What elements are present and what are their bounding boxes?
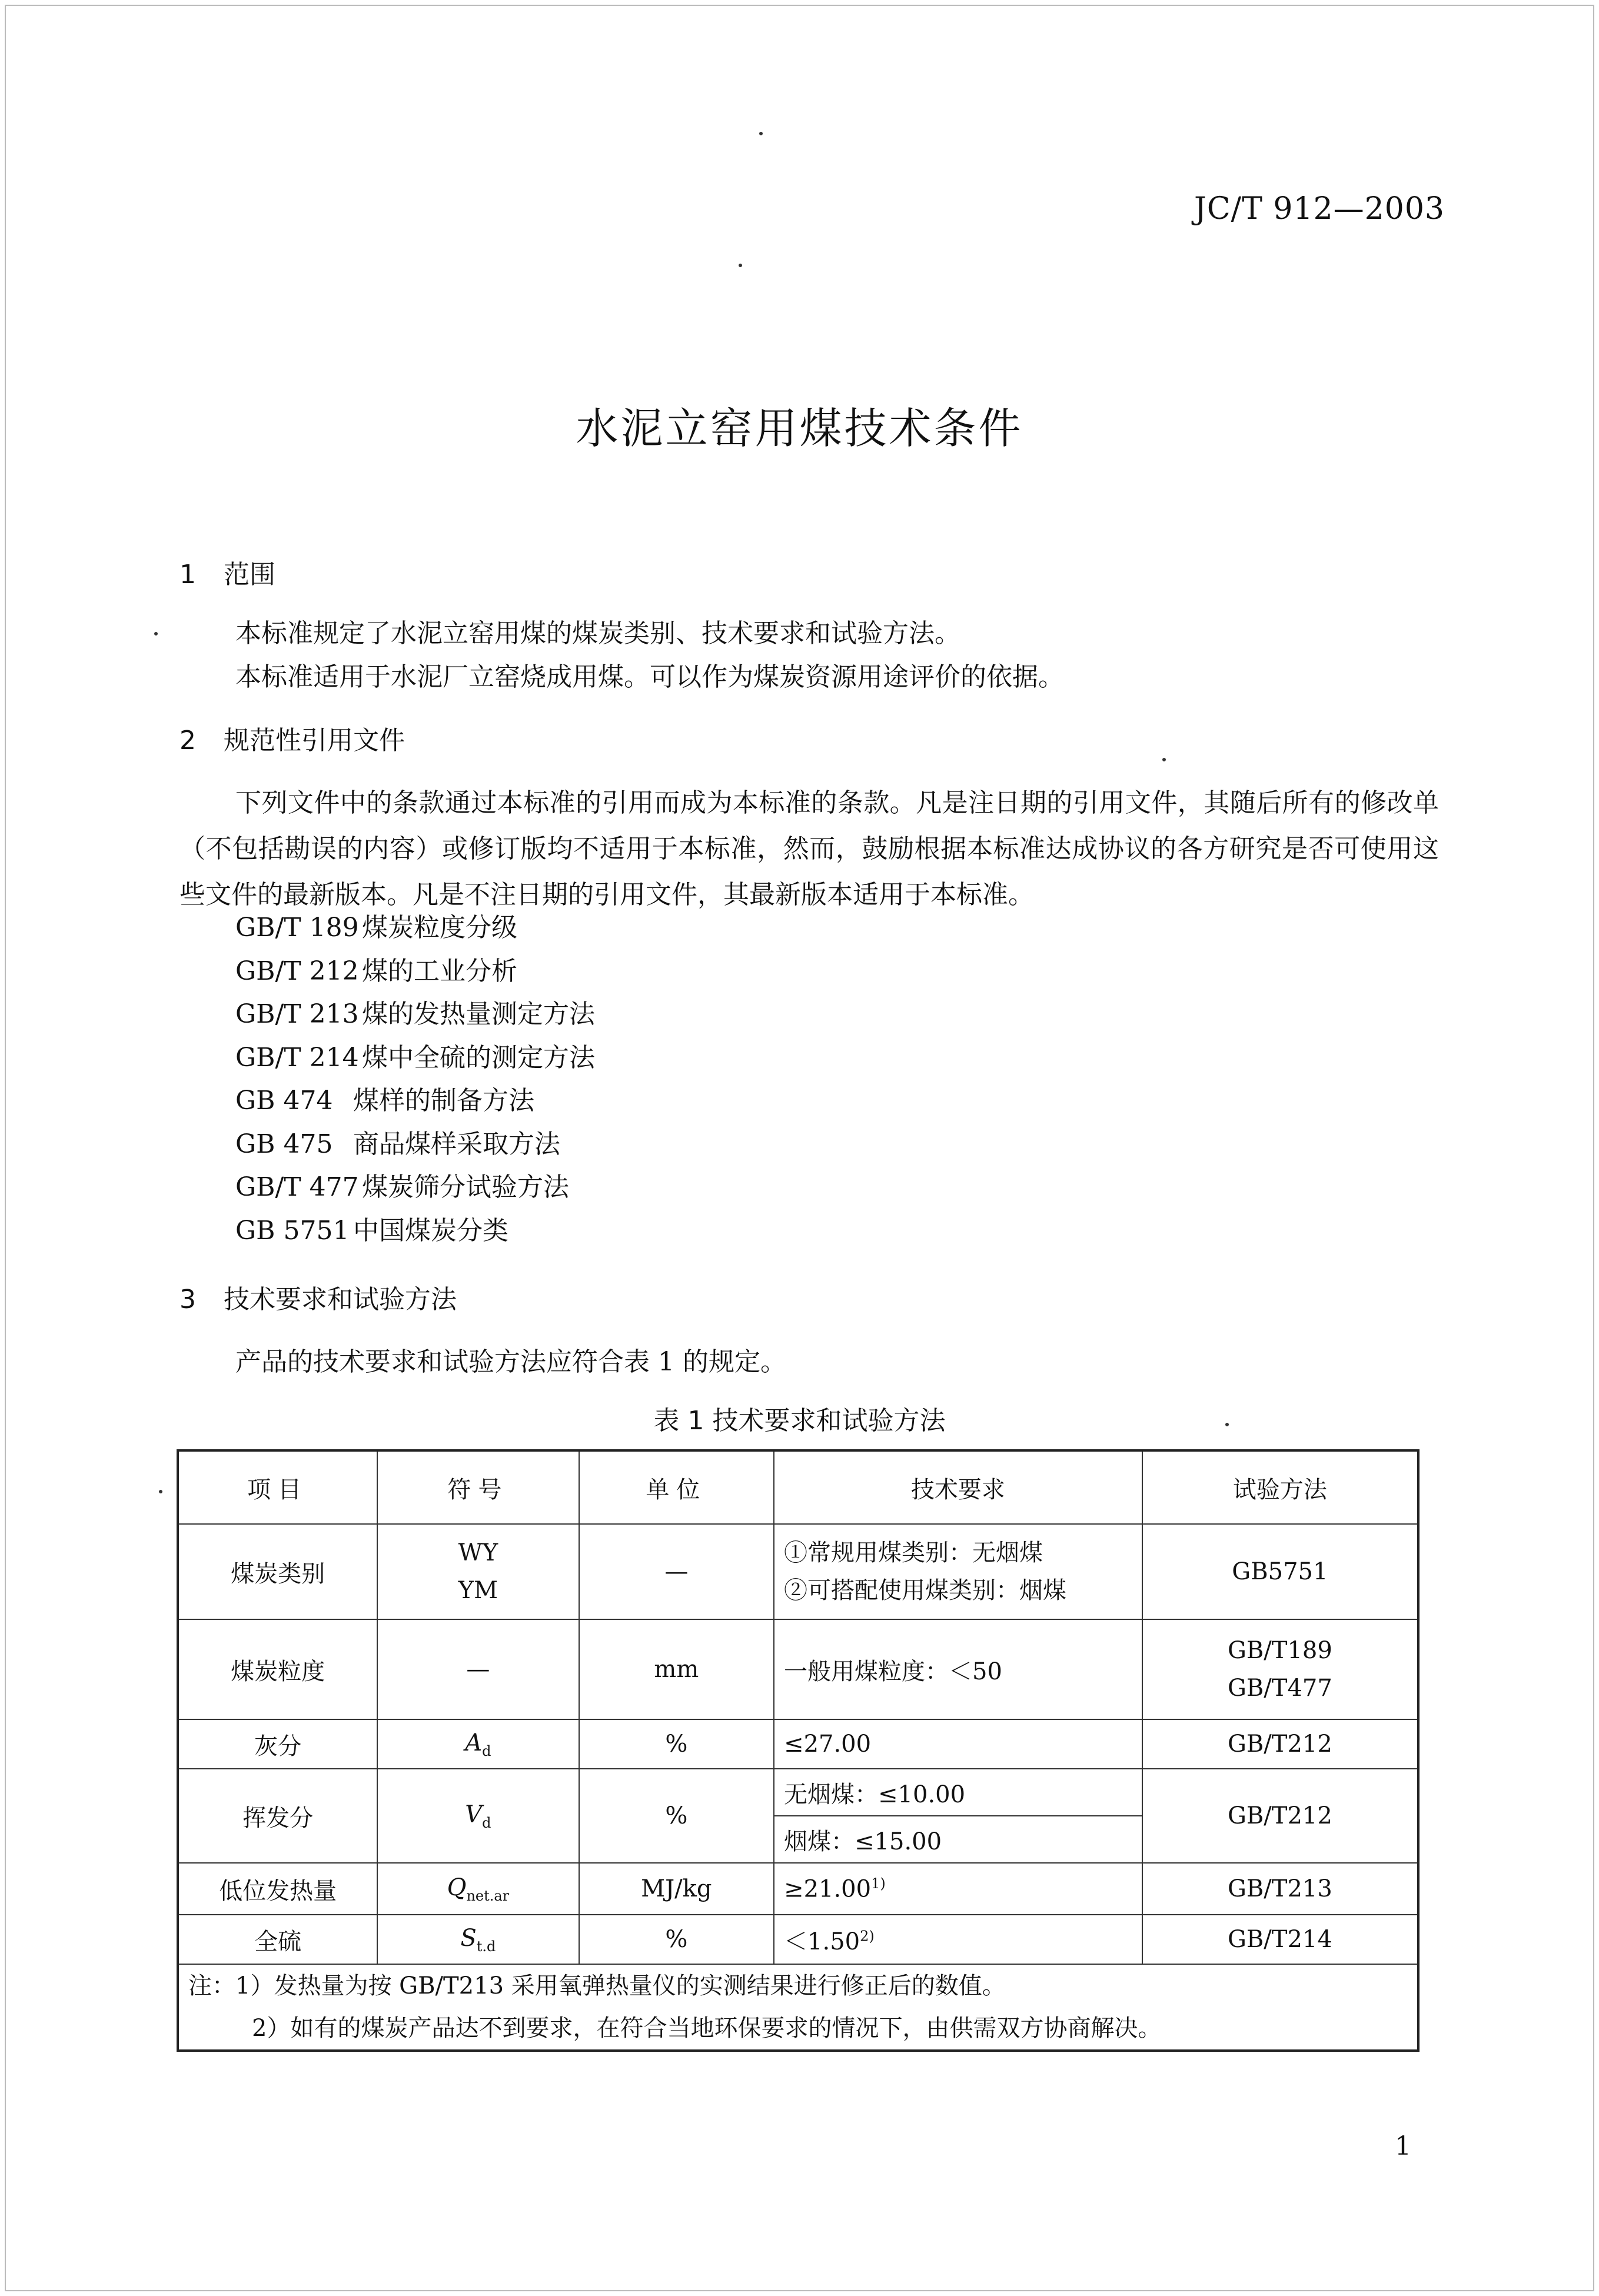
symbol-cell: WY YM <box>377 1524 579 1619</box>
unit-cell: % <box>579 1769 774 1863</box>
requirement-cell: $<1.50^{2)}$ <box>774 1915 1142 1964</box>
scan-speck <box>1162 758 1166 761</box>
section-title: 范围 <box>224 560 275 590</box>
table-note: 注：1）发热量为按 GB/T213 采用氧弹热量仪的实测结果进行修正后的数值。 <box>188 1972 1006 1999</box>
unit-cell: MJ/kg <box>579 1863 774 1915</box>
requirement-cell: ≤27.00 <box>774 1719 1142 1769</box>
column-header: 技术要求 <box>774 1450 1142 1524</box>
table-row <box>178 1619 1418 1719</box>
scan-speck <box>1225 1423 1229 1426</box>
reference-item: GB/T 213 煤的发热量测定方法 <box>235 999 595 1029</box>
standard-code: JC/T 912—2003 <box>1194 191 1445 227</box>
section-title: 技术要求和试验方法 <box>224 1285 457 1315</box>
section-number: 2 <box>179 726 196 756</box>
unit-cell: mm <box>579 1619 774 1719</box>
paragraph: 本标准规定了水泥立窑用煤的煤炭类别、技术要求和试验方法。 <box>235 618 960 648</box>
table-header-row <box>178 1450 1418 1524</box>
table-notes-row <box>178 1964 1418 2051</box>
method-cell: GB/T212 <box>1142 1769 1418 1863</box>
method-cell: GB/T213 <box>1142 1863 1418 1915</box>
reference-item: GB/T 477 煤炭筛分试验方法 <box>235 1172 569 1202</box>
reference-item: GB/T 189 煤炭粒度分级 <box>235 913 517 943</box>
reference-list <box>235 906 595 1252</box>
technical-requirements-table <box>177 1449 1420 2052</box>
scan-speck <box>154 632 158 635</box>
section-2-heading <box>179 719 405 757</box>
paragraph: 本标准适用于水泥厂立窑烧成用煤。可以作为煤炭资源用途评价的依据。 <box>235 662 1064 692</box>
scan-speck <box>759 132 763 135</box>
reference-item: GB/T 214 煤中全硫的测定方法 <box>235 1042 595 1073</box>
symbol-cell: $V_d$ <box>377 1769 579 1863</box>
unit-cell: % <box>579 1915 774 1964</box>
table-notes <box>178 1964 1418 2051</box>
table-caption: 表 1 技术要求和试验方法 <box>653 1406 946 1436</box>
page-number: 1 <box>1395 2131 1411 2161</box>
column-header: 单位 <box>579 1450 774 1524</box>
section-3-heading <box>179 1278 457 1316</box>
reference-item: GB 5751 中国煤炭分类 <box>235 1215 508 1246</box>
item-cell: 低位发热量 <box>178 1863 377 1915</box>
item-cell: 煤炭类别 <box>178 1524 377 1619</box>
scan-speck <box>159 1490 162 1493</box>
reference-item: GB 474 煤样的制备方法 <box>235 1086 534 1116</box>
symbol-cell: — <box>377 1619 579 1719</box>
section-number: 3 <box>179 1285 196 1315</box>
item-cell: 挥发分 <box>178 1769 377 1863</box>
document-title: 水泥立窑用煤技术条件 <box>576 404 1023 453</box>
column-header: 项目 <box>178 1450 377 1524</box>
requirement-cell: 烟煤：≤15.00 <box>774 1816 1142 1863</box>
requirement-cell: 一般用煤粒度：＜50 <box>774 1619 1142 1719</box>
item-cell: 全硫 <box>178 1915 377 1964</box>
symbol-cell: $S_{t.d}$ <box>377 1915 579 1964</box>
table-row <box>178 1863 1418 1915</box>
requirement-cell: ①常规用煤类别：无烟煤 ②可搭配使用煤类别：烟煤 <box>774 1524 1142 1619</box>
unit-cell: % <box>579 1719 774 1769</box>
table-row <box>178 1769 1418 1816</box>
table-row <box>178 1915 1418 1964</box>
scan-speck <box>739 264 742 267</box>
reference-item: GB 475 商品煤样采取方法 <box>235 1129 560 1159</box>
method-cell: GB/T189 GB/T477 <box>1142 1619 1418 1719</box>
section-title: 规范性引用文件 <box>224 726 405 756</box>
item-cell: 灰分 <box>178 1719 377 1769</box>
symbol-cell: $A_d$ <box>377 1719 579 1769</box>
reference-item: GB/T 212 煤的工业分析 <box>235 956 517 986</box>
paragraph: 产品的技术要求和试验方法应符合表 1 的规定。 <box>235 1347 786 1377</box>
symbol-cell: $Q_{net.ar}$ <box>377 1863 579 1915</box>
unit-cell: — <box>579 1524 774 1619</box>
section-number: 1 <box>179 560 196 590</box>
table-note: 2）如有的煤炭产品达不到要求，在符合当地环保要求的情况下，由供需双方协商解决。 <box>252 2015 1162 2042</box>
requirement-cell: $\ge 21.00^{1)}$ <box>774 1863 1142 1915</box>
requirement-cell: 无烟煤：≤10.00 <box>774 1769 1142 1816</box>
paragraph: 下列文件中的条款通过本标准的引用而成为本标准的条款。凡是注日期的引用文件，其随后所有的修改单（不包括勘误的内容）或修订版均不适用于本标准，然而，鼓励根据本标准达成协议的各方研究是否可使用这些文件的最新版本。凡是不注日期的引用文件，其最新版本适用于本标准。 <box>179 788 1439 910</box>
column-header: 试验方法 <box>1142 1450 1418 1524</box>
column-header: 符号 <box>377 1450 579 1524</box>
table-row <box>178 1524 1418 1619</box>
method-cell: GB/T214 <box>1142 1915 1418 1964</box>
item-cell: 煤炭粒度 <box>178 1619 377 1719</box>
section-1-heading <box>179 553 275 591</box>
method-cell: GB/T212 <box>1142 1719 1418 1769</box>
table-row <box>178 1719 1418 1769</box>
method-cell: GB5751 <box>1142 1524 1418 1619</box>
